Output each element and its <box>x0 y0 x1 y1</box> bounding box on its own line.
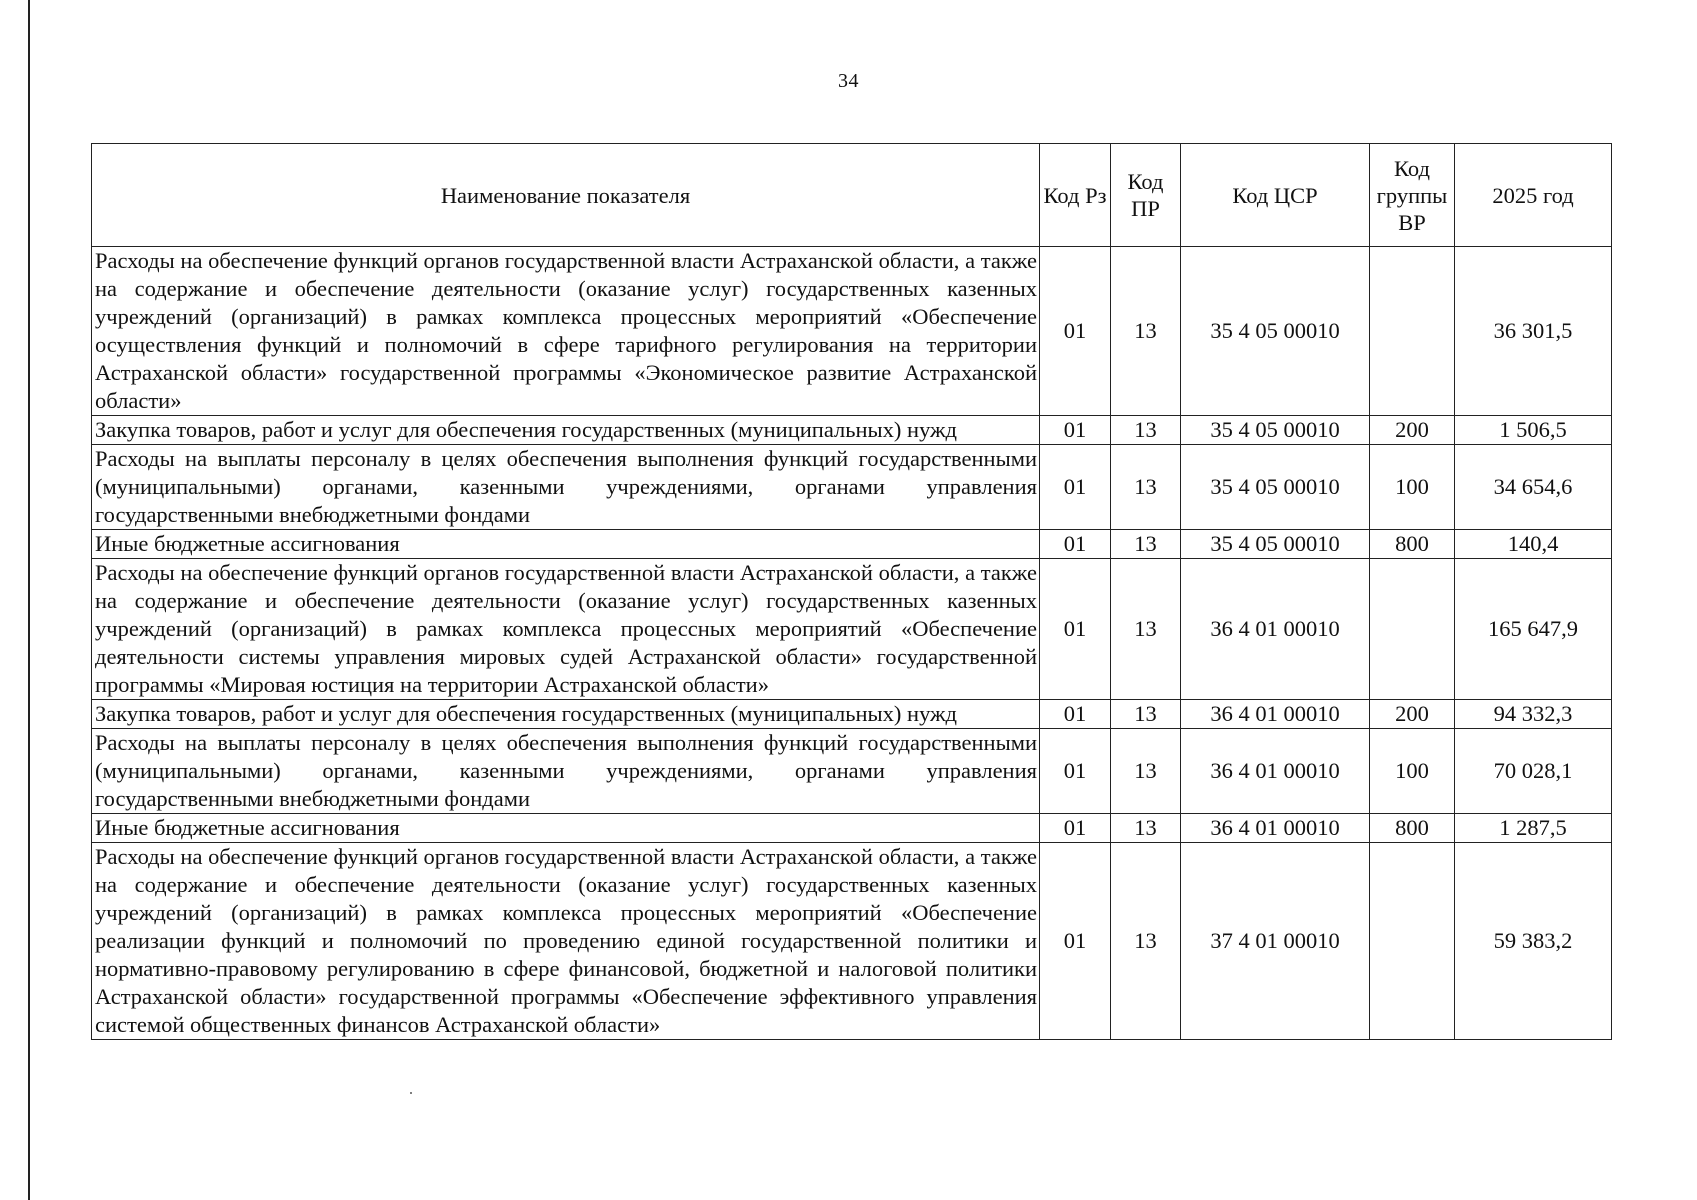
header-row <box>92 144 1612 247</box>
cell-csr: 36 4 01 00010 <box>1181 729 1370 814</box>
table-row <box>92 559 1612 700</box>
cell-name: Расходы на обеспечение функций органов государственной власти Астраханской области, а также на содержание и обеспечение деятельности (оказание услуг) государственных казенных учреждений (организаций) в рамках комплекса процессных мероприятий «Обеспечение реализации функций и полномочий по проведению единой государственной политики и нормативно-правовому регулированию в сфере финансовой, бюджетной и налоговой политики Астраханской области» государственной программы «Обеспечение эффективного управления системой общественных финансов Астраханской области» <box>92 843 1040 1040</box>
table-row <box>92 530 1612 559</box>
cell-name: Расходы на обеспечение функций органов государственной власти Астраханской области, а также на содержание и обеспечение деятельности (оказание услуг) государственных казенных учреждений (организаций) в рамках комплекса процессных мероприятий «Обеспечение деятельности системы управления мировых судей Астраханской области» государственной программы «Мировая юстиция на территории Астраханской области» <box>92 559 1040 700</box>
cell-csr: 37 4 01 00010 <box>1181 843 1370 1040</box>
cell-pr: 13 <box>1111 416 1181 445</box>
cell-sum: 59 383,2 <box>1455 843 1612 1040</box>
header-sum: 2025 год <box>1455 144 1612 247</box>
cell-sum: 165 647,9 <box>1455 559 1612 700</box>
cell-rz: 01 <box>1040 843 1111 1040</box>
cell-vr <box>1370 247 1455 416</box>
cell-vr: 100 <box>1370 445 1455 530</box>
cell-csr: 35 4 05 00010 <box>1181 247 1370 416</box>
cell-name: Иные бюджетные ассигнования <box>92 530 1040 559</box>
cell-rz: 01 <box>1040 814 1111 843</box>
table-body <box>92 247 1612 1040</box>
cell-rz: 01 <box>1040 445 1111 530</box>
cell-name: Расходы на выплаты персоналу в целях обеспечения выполнения функций государственными (муниципальными) органами, казенными учреждениями, органами управления государственными внебюджетными фондами <box>92 445 1040 530</box>
header-vr: Код группы ВР <box>1370 144 1455 247</box>
cell-name: Расходы на обеспечение функций органов государственной власти Астраханской области, а также на содержание и обеспечение деятельности (оказание услуг) государственных казенных учреждений (организаций) в рамках комплекса процессных мероприятий «Обеспечение осуществления функций и полномочий в сфере тарифного регулирования на территории Астраханской области» государственной программы «Экономическое развитие Астраханской области» <box>92 247 1040 416</box>
cell-csr: 36 4 01 00010 <box>1181 814 1370 843</box>
page-number: 34 <box>838 70 859 92</box>
cell-name: Закупка товаров, работ и услуг для обеспечения государственных (муниципальных) нужд <box>92 700 1040 729</box>
table-row <box>92 445 1612 530</box>
page-binding-line <box>28 0 30 1200</box>
cell-sum: 94 332,3 <box>1455 700 1612 729</box>
cell-csr: 35 4 05 00010 <box>1181 445 1370 530</box>
cell-csr: 36 4 01 00010 <box>1181 700 1370 729</box>
cell-rz: 01 <box>1040 559 1111 700</box>
cell-sum: 70 028,1 <box>1455 729 1612 814</box>
cell-csr: 35 4 05 00010 <box>1181 530 1370 559</box>
cell-pr: 13 <box>1111 559 1181 700</box>
table-row <box>92 247 1612 416</box>
cell-pr: 13 <box>1111 843 1181 1040</box>
cell-name: Иные бюджетные ассигнования <box>92 814 1040 843</box>
cell-vr: 100 <box>1370 729 1455 814</box>
table-row <box>92 843 1612 1040</box>
cell-pr: 13 <box>1111 729 1181 814</box>
cell-vr: 800 <box>1370 530 1455 559</box>
cell-vr <box>1370 559 1455 700</box>
table-row <box>92 700 1612 729</box>
cell-csr: 36 4 01 00010 <box>1181 559 1370 700</box>
header-csr: Код ЦСР <box>1181 144 1370 247</box>
scan-speck <box>410 1092 412 1094</box>
cell-sum: 34 654,6 <box>1455 445 1612 530</box>
table-header <box>92 144 1612 247</box>
cell-pr: 13 <box>1111 530 1181 559</box>
header-pr: Код ПР <box>1111 144 1181 247</box>
cell-sum: 140,4 <box>1455 530 1612 559</box>
cell-name: Закупка товаров, работ и услуг для обеспечения государственных (муниципальных) нужд <box>92 416 1040 445</box>
table-row <box>92 814 1612 843</box>
cell-sum: 1 287,5 <box>1455 814 1612 843</box>
cell-csr: 35 4 05 00010 <box>1181 416 1370 445</box>
budget-table <box>91 143 1612 1040</box>
cell-rz: 01 <box>1040 416 1111 445</box>
table-row <box>92 729 1612 814</box>
cell-pr: 13 <box>1111 247 1181 416</box>
cell-rz: 01 <box>1040 700 1111 729</box>
cell-vr: 800 <box>1370 814 1455 843</box>
cell-name: Расходы на выплаты персоналу в целях обеспечения выполнения функций государственными (муниципальными) органами, казенными учреждениями, органами управления государственными внебюджетными фондами <box>92 729 1040 814</box>
header-rz: Код Рз <box>1040 144 1111 247</box>
cell-vr <box>1370 843 1455 1040</box>
cell-rz: 01 <box>1040 247 1111 416</box>
header-name: Наименование показателя <box>92 144 1040 247</box>
cell-pr: 13 <box>1111 814 1181 843</box>
table-row <box>92 416 1612 445</box>
cell-sum: 36 301,5 <box>1455 247 1612 416</box>
cell-sum: 1 506,5 <box>1455 416 1612 445</box>
cell-rz: 01 <box>1040 530 1111 559</box>
cell-pr: 13 <box>1111 445 1181 530</box>
cell-pr: 13 <box>1111 700 1181 729</box>
cell-rz: 01 <box>1040 729 1111 814</box>
cell-vr: 200 <box>1370 416 1455 445</box>
cell-vr: 200 <box>1370 700 1455 729</box>
